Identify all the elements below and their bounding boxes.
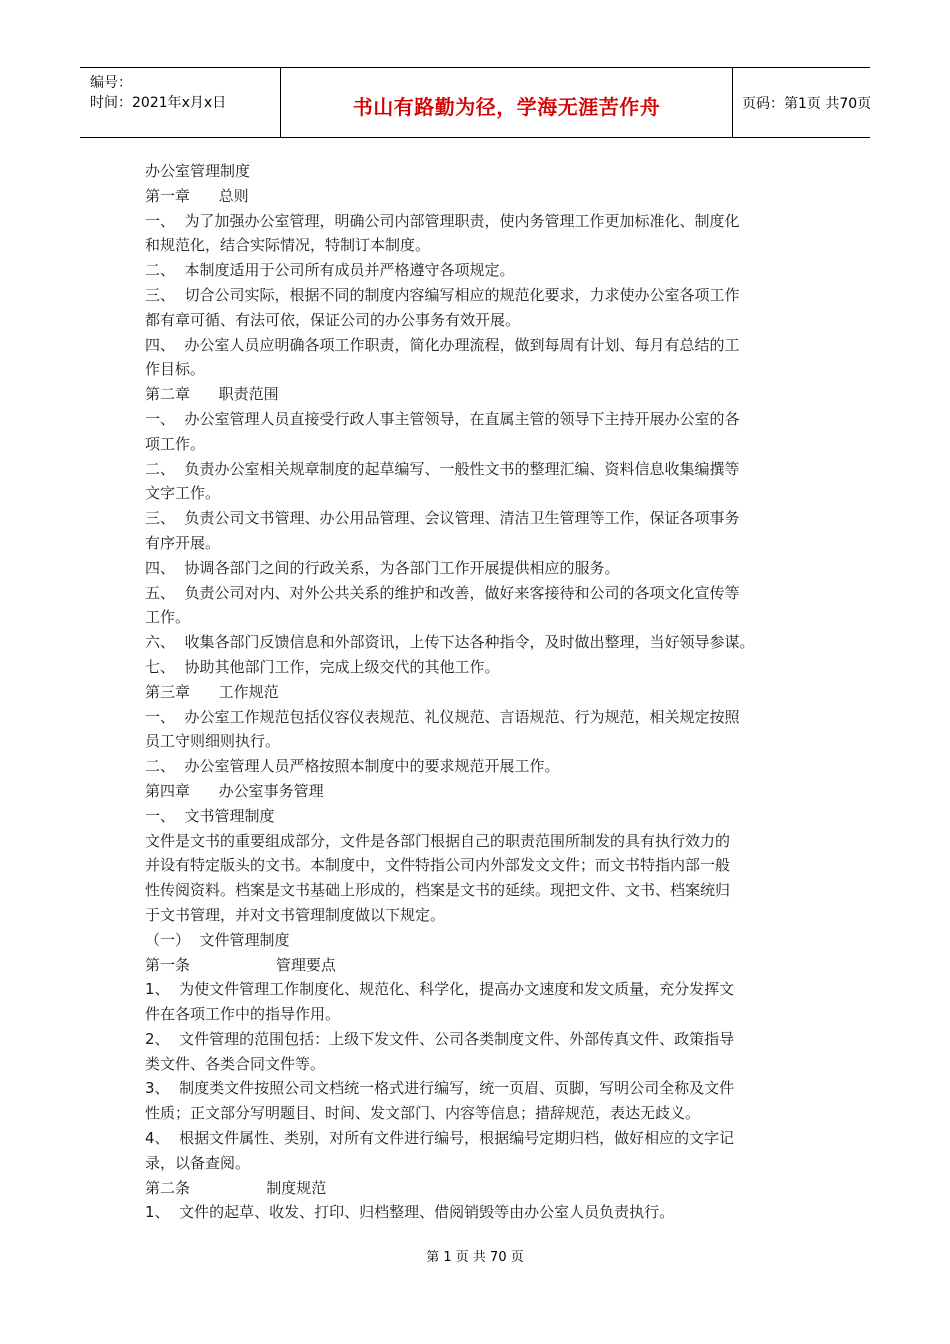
text-line: 一、 文书管理制度 xyxy=(145,806,275,825)
document-body xyxy=(145,159,830,1225)
page-header xyxy=(80,67,870,138)
text-line: 1、 为使文件管理工作制度化、规范化、科学化，提高办文速度和发文质量，充分发挥文 xyxy=(145,980,735,999)
text-line: 第四章 办公室事务管理 xyxy=(145,781,324,800)
text-line: 并设有特定版头的文书。本制度中，文件特指公司内外部发文文件；而文书特指内部一般 xyxy=(145,856,731,875)
document-number-label: 编号： xyxy=(90,75,132,91)
text-line: （一） 文件管理制度 xyxy=(145,930,290,949)
text-line: 性传阅资料。档案是文书基础上形成的，档案是文书的延续。现把文件、文书、档案统归 xyxy=(145,881,731,900)
text-line: 第一条 管理要点 xyxy=(145,955,336,974)
text-line: 工作。 xyxy=(145,608,191,627)
text-line: 二、 本制度适用于公司所有成员并严格遵守各项规定。 xyxy=(145,261,515,280)
text-line: 件在各项工作中的指导作用。 xyxy=(145,1005,341,1024)
text-line: 类文件、各类合同文件等。 xyxy=(145,1054,326,1073)
text-line: 3、 制度类文件按照公司文档统一格式进行编写，统一页眉、页脚，写明公司全称及文件 xyxy=(145,1079,735,1098)
text-line: 七、 协助其他部门工作，完成上级交代的其他工作。 xyxy=(145,657,500,676)
page-footer: 第 1 页 共 70 页 xyxy=(426,1250,524,1265)
text-line: 四、 办公室人员应明确各项工作职责，简化办理流程，做到每周有计划、每月有总结的工 xyxy=(145,335,740,354)
text-line: 一、 为了加强办公室管理，明确公司内部管理职责，使内务管理工作更加标准化、制度化 xyxy=(145,211,740,230)
text-line: 录，以备查阅。 xyxy=(145,1153,251,1172)
text-line: 和规范化，结合实际情况，特制订本制度。 xyxy=(145,236,431,255)
text-line: 四、 协调各部门之间的行政关系，为各部门工作开展提供相应的服务。 xyxy=(145,558,620,577)
text-line: 性质；正文部分写明题目、时间、发文部门、内容等信息；措辞规范，表达无歧义。 xyxy=(145,1104,701,1123)
text-line: 第二条 制度规范 xyxy=(145,1178,327,1197)
text-line: 文件是文书的重要组成部分，文件是各部门根据自己的职责范围所制发的具有执行效力的 xyxy=(145,831,731,850)
text-line: 第二章 职责范围 xyxy=(145,385,279,404)
text-line: 第三章 工作规范 xyxy=(145,682,279,701)
text-line: 一、 办公室管理人员直接受行政人事主管领导，在直属主管的领导下主持开展办公室的各 xyxy=(145,409,740,428)
text-line: 办公室管理制度 xyxy=(145,162,251,180)
text-line: 都有章可循、有法可依，保证公司的办公事务有效开展。 xyxy=(145,310,521,329)
text-line: 三、 切合公司实际，根据不同的制度内容编写相应的规范化要求，力求使办公室各项工作 xyxy=(145,285,740,304)
text-line: 项工作。 xyxy=(145,434,206,453)
text-line: 二、 负责办公室相关规章制度的起草编写、一般性文书的整理汇编、资料信息收集编撰等 xyxy=(145,459,740,478)
text-line: 三、 负责公司文书管理、办公用品管理、会议管理、清洁卫生管理等工作，保证各项事务 xyxy=(145,509,740,528)
text-line: 1、 文件的起草、收发、打印、归档整理、借阅销毁等由办公室人员负责执行。 xyxy=(145,1203,675,1222)
text-line: 二、 办公室管理人员严格按照本制度中的要求规范开展工作。 xyxy=(145,757,560,776)
text-line: 六、 收集各部门反馈信息和外部资讯，上传下达各种指令，及时做出整理，当好领导参谋。 xyxy=(145,633,755,652)
text-line: 2、 文件管理的范围包括：上级下发文件、公司各类制度文件、外部传真文件、政策指导 xyxy=(145,1029,735,1048)
text-line: 员工守则细则执行。 xyxy=(145,732,281,751)
text-line: 文字工作。 xyxy=(145,484,221,503)
text-line: 有序开展。 xyxy=(145,533,221,552)
header-right-cell xyxy=(732,68,870,137)
header-left-cell xyxy=(80,68,280,137)
document-time-label: 时间：2021年x月x日 xyxy=(90,95,227,111)
text-line: 第一章 总则 xyxy=(145,186,249,205)
text-line: 五、 负责公司对内、对外公共关系的维护和改善，做好来客接待和公司的各项文化宣传等 xyxy=(145,583,740,602)
header-motto-cell xyxy=(280,68,733,137)
text-line: 于文书管理，并对文书管理制度做以下规定。 xyxy=(145,905,446,924)
header-motto: 书山有路勤为径，学海无涯苦作舟 xyxy=(352,95,661,119)
text-line: 4、 根据文件属性、类别，对所有文件进行编号，根据编号定期归档，做好相应的文字记 xyxy=(145,1129,735,1148)
header-page-info: 页码：第1页 共70页 xyxy=(742,96,872,112)
text-line: 一、 办公室工作规范包括仪容仪表规范、礼仪规范、言语规范、行为规范，相关规定按照 xyxy=(145,707,740,726)
text-line: 作目标。 xyxy=(145,360,206,379)
